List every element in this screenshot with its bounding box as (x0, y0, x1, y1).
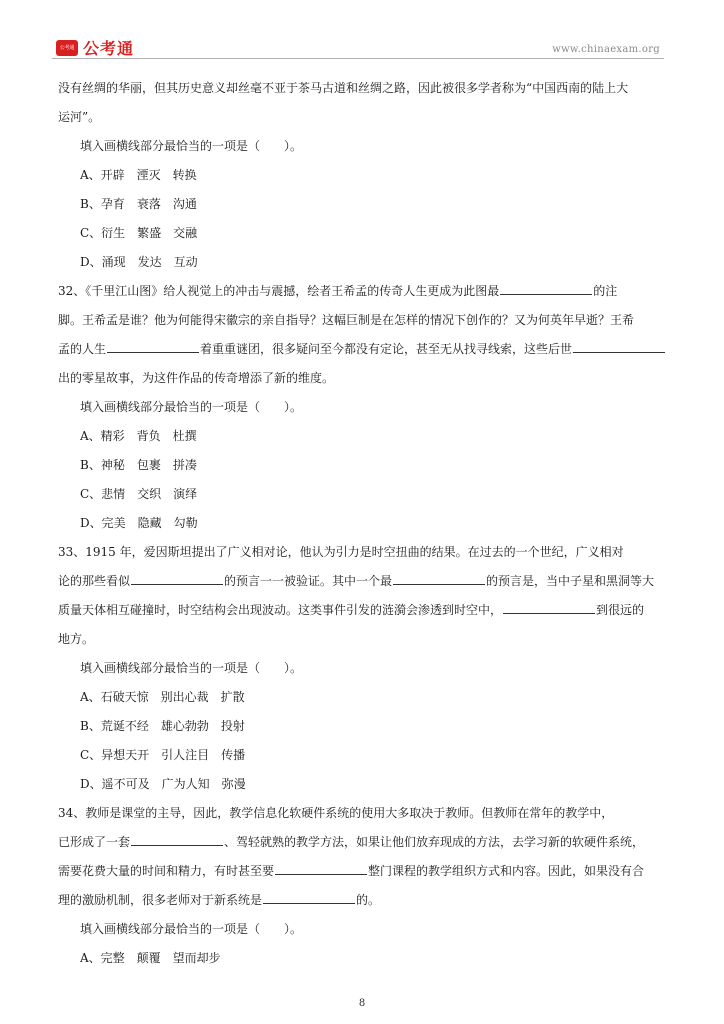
answer-blank (275, 864, 367, 875)
q34-text-line (58, 857, 670, 886)
q32-option-d: D、完美 隐藏 勾勒 (80, 516, 198, 530)
q32-text-line (58, 335, 670, 364)
logo-text: 公考通 (83, 39, 135, 58)
q32-option-c: C、悲情 交织 演绎 (80, 487, 198, 501)
q34-prompt: 填入画横线部分最恰当的一项是（ ）。 (80, 922, 303, 936)
q32-text: 的注 (593, 284, 618, 298)
answer-blank (503, 603, 595, 614)
q33-text: 论的那些看似 (58, 574, 131, 588)
q33-option-a: A、石破天惊 别出心裁 扩散 (80, 690, 245, 704)
q33-text-line: 33、1915 年，爱因斯坦提出了广义相对论，他认为引力是时空扭曲的结果。在过去的一个世纪，广义相对 (58, 545, 624, 559)
answer-blank (393, 574, 485, 585)
q33-text: 的预言一一被验证。其中一个最 (224, 574, 393, 588)
q34-text: 的。 (356, 893, 381, 907)
q34-text: 已形成了一套 (58, 835, 131, 849)
answer-blank (131, 835, 223, 846)
q33-text: 的预言是，当中子星和黑洞等大 (486, 574, 655, 588)
q33-text: 到很远的 (596, 603, 645, 617)
q32-prompt: 填入画横线部分最恰当的一项是（ ）。 (80, 400, 303, 414)
site-url[interactable]: www.chinaexam.org (552, 44, 660, 55)
q34-text-line: 34、教师是课堂的主导，因此，教学信息化软硬件系统的使用大多取决于教师。但教师在常年的教学中， (58, 806, 614, 820)
q31-option-a: A、开辟 湮灭 转换 (80, 168, 197, 182)
q34-text-line (58, 886, 670, 915)
q34-text: 、驾轻就熟的教学方法，如果让他们放弃现成的方法，去学习新的软硬件系统， (224, 835, 645, 849)
answer-blank (107, 342, 199, 353)
q31-option-c: C、衍生 繁盛 交融 (80, 226, 198, 240)
q31-text-line: 没有丝绸的华丽，但其历史意义却丝毫不亚于茶马古道和丝绸之路，因此被很多学者称为“中国西南的陆上大 (58, 81, 629, 95)
header-divider (52, 58, 664, 59)
q32-option-a: A、精彩 背负 杜撰 (80, 429, 197, 443)
q34-text: 需要花费大量的时间和精力，有时甚至要 (58, 864, 275, 878)
document-body (58, 74, 670, 973)
q32-text: 32、《千里江山图》给人视觉上的冲击与震撼，绘者王希孟的传奇人生更成为此图最 (58, 284, 500, 298)
logo-badge-icon: 公考通 (56, 40, 78, 56)
q32-text-line: 脚。王希孟是谁？他为何能得宋徽宗的亲自指导？这幅巨制是在怎样的情况下创作的？又为何英年早逝？王希 (58, 313, 635, 327)
q33-prompt: 填入画横线部分最恰当的一项是（ ）。 (80, 661, 303, 675)
q33-option-d: D、遥不可及 广为人知 弥漫 (80, 777, 246, 791)
q34-option-a: A、完整 颠覆 望而却步 (80, 951, 221, 965)
q31-option-b: B、孕育 衰落 沟通 (80, 197, 197, 211)
q33-text-line (58, 596, 670, 625)
q34-text: 整门课程的教学组织方式和内容。因此，如果没有合 (368, 864, 645, 878)
page-header (50, 34, 664, 58)
q32-text: 孟的人生 (58, 342, 107, 356)
q34-text: 理的激励机制，很多老师对于新系统是 (58, 893, 263, 907)
q33-text-line (58, 567, 670, 596)
q32-text-line: 出的零星故事，为这件作品的传奇增添了新的维度。 (58, 371, 335, 385)
answer-blank (573, 342, 665, 353)
q32-option-b: B、神秘 包裹 拼凑 (80, 458, 197, 472)
q33-text: 质量天体相互碰撞时，时空结构会出现波动。这类事件引发的涟漪会渗透到时空中， (58, 603, 503, 617)
q33-option-c: C、异想天开 引人注目 传播 (80, 748, 246, 762)
q33-text-line: 地方。 (58, 632, 95, 646)
q31-option-d: D、涌现 发达 互动 (80, 255, 198, 269)
brand-logo[interactable] (56, 36, 134, 59)
q32-text: 着重重谜团，很多疑问至今都没有定论，甚至无从找寻线索，这些后世 (200, 342, 573, 356)
q31-prompt: 填入画横线部分最恰当的一项是（ ）。 (80, 139, 303, 153)
q33-option-b: B、荒诞不经 雄心勃勃 投射 (80, 719, 245, 733)
answer-blank (263, 893, 355, 904)
q32-text-line (58, 277, 670, 306)
page-number: 8 (358, 998, 366, 1009)
q31-text-line: 运河”。 (58, 110, 101, 124)
q34-text-line (58, 828, 670, 857)
answer-blank (500, 284, 592, 295)
answer-blank (131, 574, 223, 585)
